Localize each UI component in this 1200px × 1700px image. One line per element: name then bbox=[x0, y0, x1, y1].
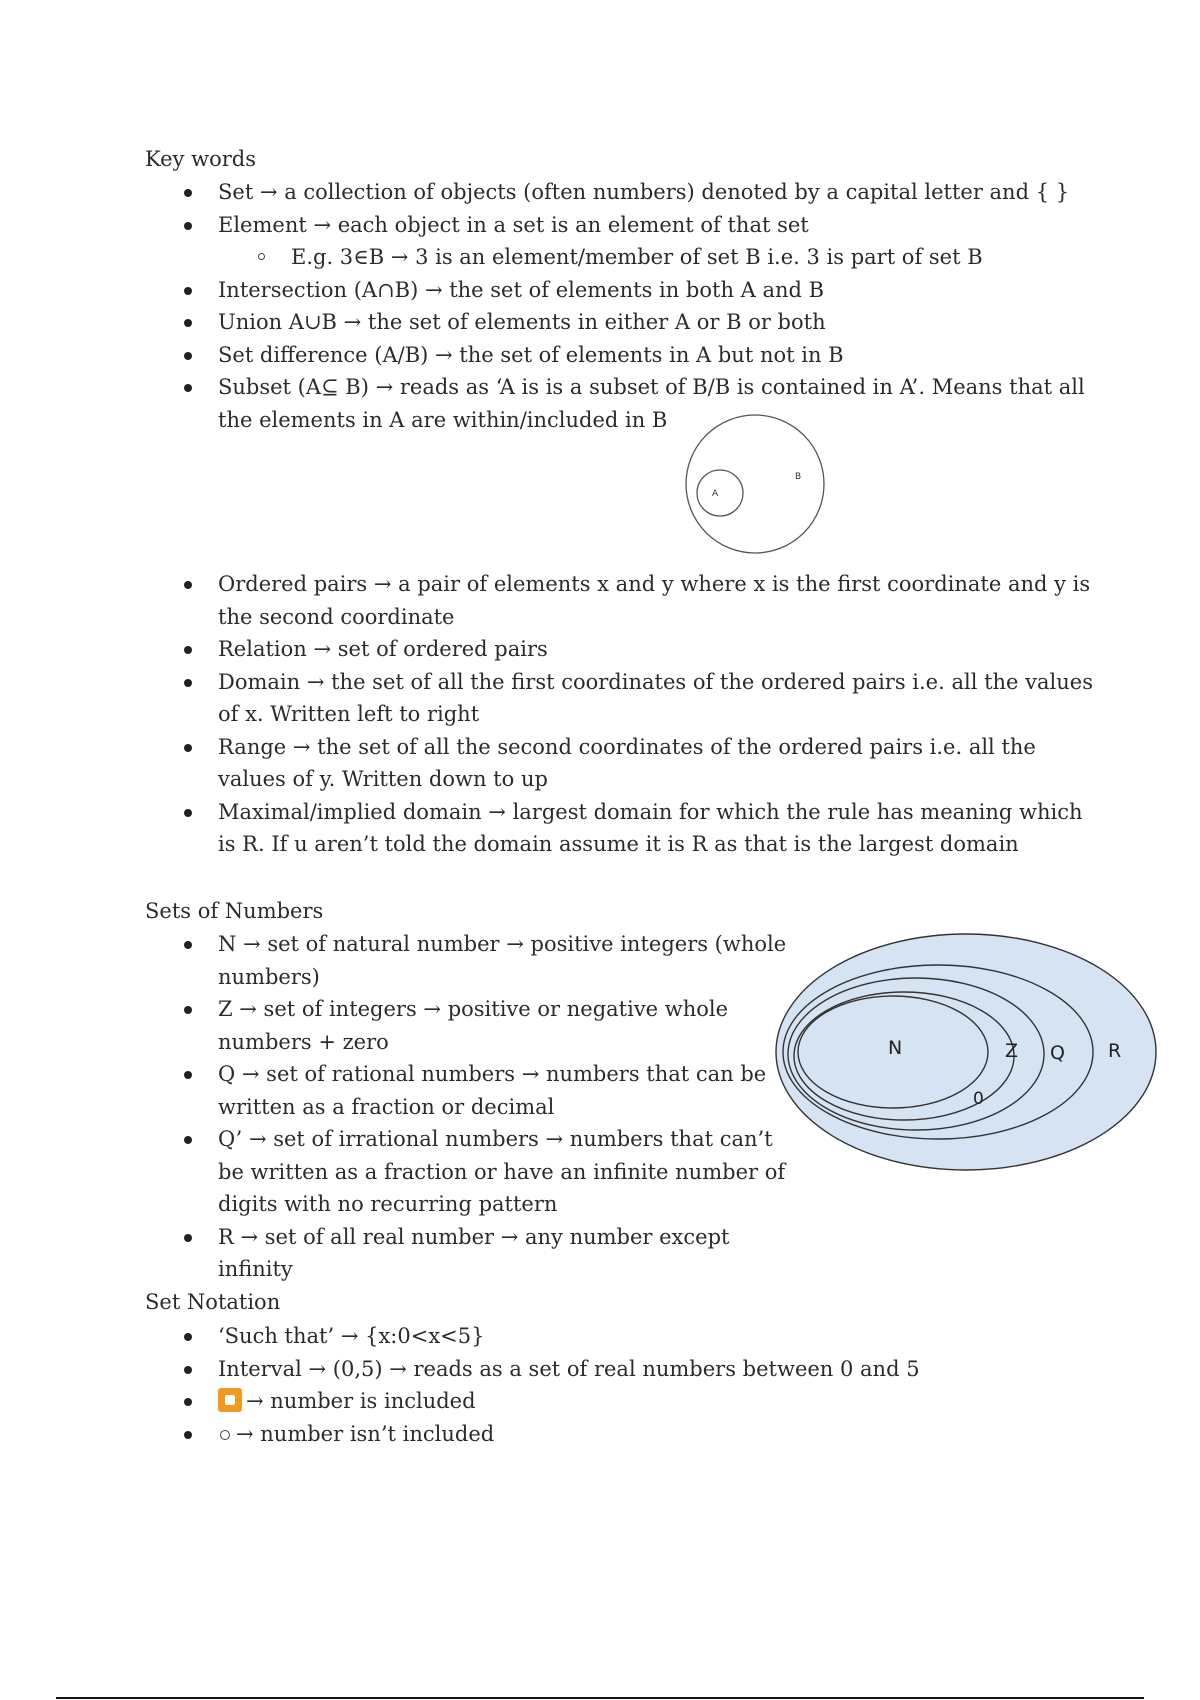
n-label: N bbox=[888, 1037, 903, 1059]
set-b-circle bbox=[686, 415, 824, 553]
list-item-not-included: → number isn’t included bbox=[218, 1418, 1098, 1451]
set-a-circle bbox=[697, 470, 743, 516]
set-a-label: A bbox=[712, 489, 719, 499]
key-words-list-b bbox=[218, 568, 1098, 861]
sets-of-numbers-list bbox=[218, 928, 794, 1286]
list-item-rational: Q → set of rational numbers → numbers that can be written as a fraction or decimal bbox=[218, 1058, 794, 1123]
list-item-maximal-domain: Maximal/implied domain → largest domain for which the rule has meaning which is R. If u aren’t told the domain assume it is R as that is the largest domain bbox=[218, 796, 1098, 861]
key-words-list-a bbox=[218, 176, 1098, 436]
list-item-included: → number is included bbox=[218, 1385, 1098, 1418]
sub-item-example: E.g. 3∈B → 3 is an element/member of set B i.e. 3 is part of set B bbox=[291, 241, 1098, 274]
list-item-element: Element → each object in a set is an element of that set E.g. 3∈B → 3 is an element/member of set B i.e. 3 is part of set B bbox=[218, 209, 1098, 274]
list-item-range: Range → the set of all the second coordinates of the ordered pairs i.e. all the values of y. Written down to up bbox=[218, 731, 1098, 796]
list-item-set-difference: Set difference (A/B) → the set of elements in A but not in B bbox=[218, 339, 1098, 372]
r-set-ellipse bbox=[776, 934, 1156, 1170]
list-item-domain: Domain → the set of all the first coordinates of the ordered pairs i.e. all the values of x. Written left to right bbox=[218, 666, 1098, 731]
subset-diagram bbox=[680, 412, 830, 562]
list-item-real: R → set of all real number → any number except infinity bbox=[218, 1221, 794, 1286]
list-item-ordered-pairs: Ordered pairs → a pair of elements x and y where x is the first coordinate and y is the second coordinate bbox=[218, 568, 1098, 633]
list-item-natural: N → set of natural number → positive integers (whole numbers) bbox=[218, 928, 794, 993]
list-item-union: Union A∪B → the set of elements in either A or B or both bbox=[218, 306, 1098, 339]
filled-square-icon bbox=[218, 1388, 242, 1412]
heading-key-words: Key words bbox=[145, 147, 256, 171]
open-circle-icon bbox=[220, 1430, 230, 1440]
list-item-set: Set → a collection of objects (often numbers) denoted by a capital letter and { } bbox=[218, 176, 1098, 209]
list-item-intersection: Intersection (A∩B) → the set of elements in both A and B bbox=[218, 274, 1098, 307]
r-label: R bbox=[1108, 1040, 1122, 1062]
heading-sets-of-numbers: Sets of Numbers bbox=[145, 899, 324, 923]
z-label: Z bbox=[1005, 1040, 1019, 1062]
zero-label: 0 bbox=[973, 1089, 984, 1109]
set-b-label: B bbox=[795, 472, 802, 482]
page-bottom-rule bbox=[56, 1697, 1144, 1699]
list-item-integers: Z → set of integers → positive or negative whole numbers + zero bbox=[218, 993, 794, 1058]
list-item-such-that: ‘Such that’ → {x:0<x<5} bbox=[218, 1320, 1098, 1353]
list-item-interval: Interval → (0,5) → reads as a set of real numbers between 0 and 5 bbox=[218, 1353, 1098, 1386]
list-item-irrational: Q’ → set of irrational numbers → numbers that can’t be written as a fraction or have an infinite number of digits with no recurring pattern bbox=[218, 1123, 794, 1221]
number-sets-diagram bbox=[770, 930, 1165, 1175]
q-label: Q bbox=[1050, 1042, 1065, 1064]
heading-set-notation: Set Notation bbox=[145, 1290, 281, 1314]
list-item-relation: Relation → set of ordered pairs bbox=[218, 633, 1098, 666]
list-item-subset: Subset (A⊆ B) → reads as ‘A is is a subset of B/B is contained in A’. Means that all the elements in A are within/included in B bbox=[218, 371, 1098, 436]
set-notation-list bbox=[218, 1320, 1098, 1450]
sub-list bbox=[218, 241, 1098, 274]
